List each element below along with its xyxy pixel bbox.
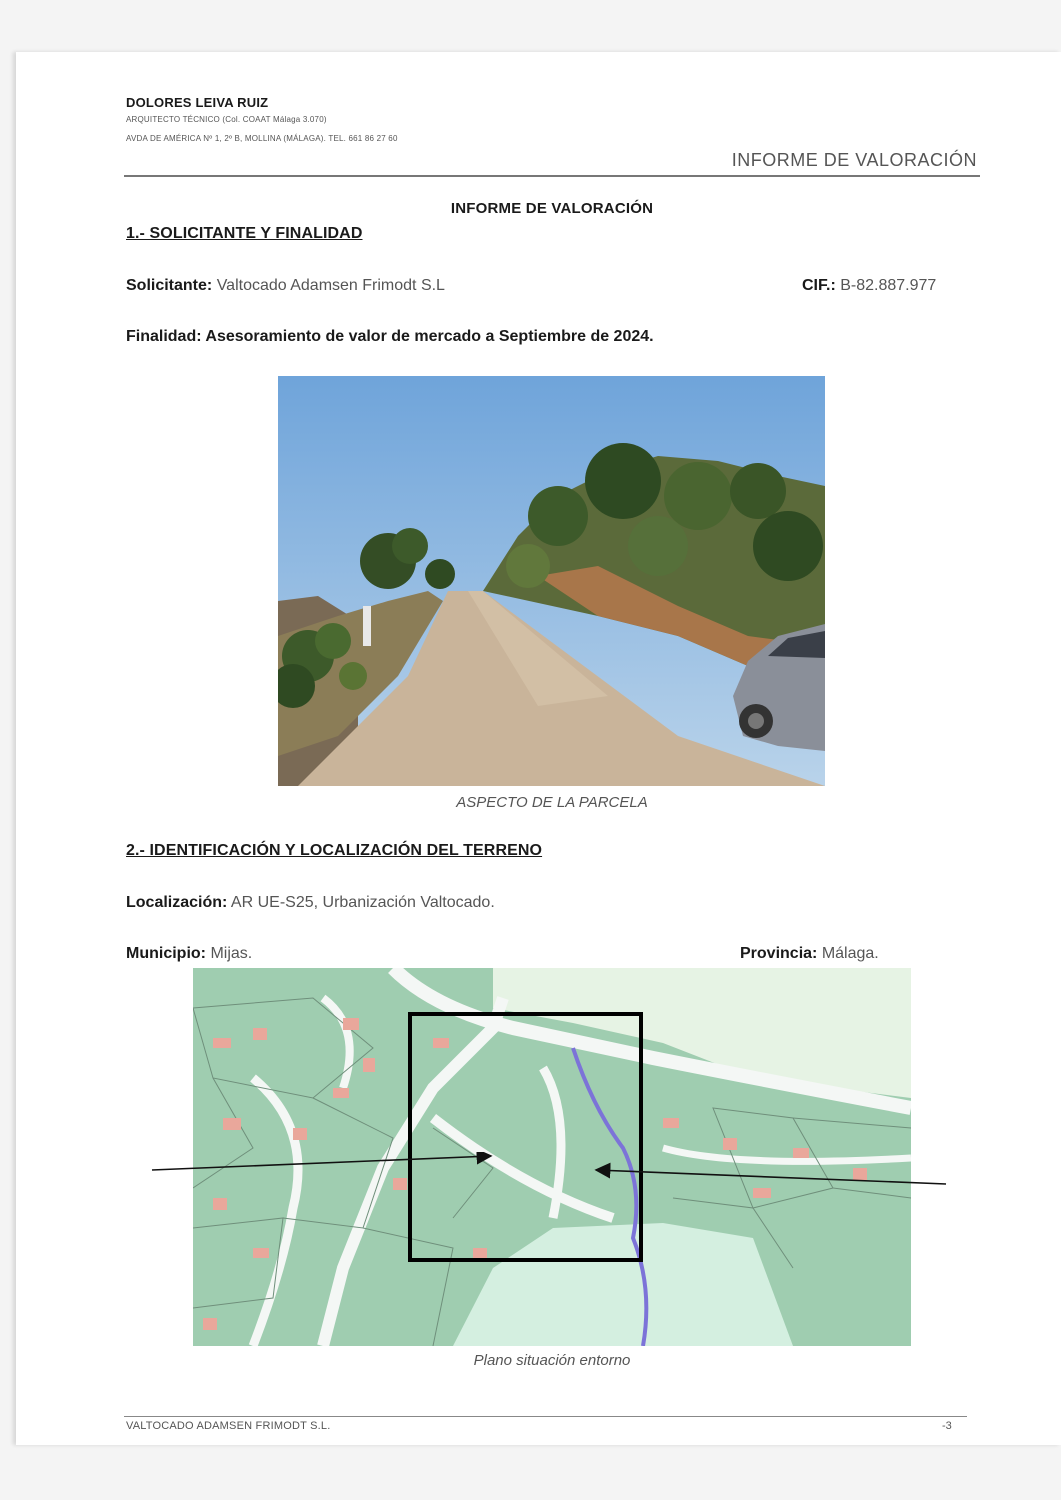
header-report-type: INFORME DE VALORACIÓN <box>731 150 977 170</box>
document-title: INFORME DE VALORACIÓN <box>450 200 654 217</box>
finalidad-text: Finalidad: Asesoramiento de valor de mercado a Septiembre de 2024. <box>126 328 654 345</box>
solicitante-value: Valtocado Adamsen Frimodt S.L <box>216 277 445 294</box>
section-heading-solicitante: 1.- SOLICITANTE Y FINALIDAD <box>126 225 363 242</box>
document-page <box>16 52 1061 1445</box>
photo-caption: ASPECTO DE LA PARCELA <box>456 794 648 811</box>
author-name: DOLORES LEIVA RUIZ <box>126 95 269 110</box>
parcel-photo <box>278 376 825 786</box>
provincia-value: Málaga. <box>821 945 879 962</box>
author-address: AVDA DE AMÉRICA Nº 1, 2º B, MOLLINA (MÁLAGA). TEL. 661 86 27 60 <box>126 134 398 143</box>
page-number: -3 <box>942 1420 952 1432</box>
localizacion-value: AR UE-S25, Urbanización Valtocado. <box>230 894 495 911</box>
footer-company: VALTOCADO ADAMSEN FRIMODT S.L. <box>126 1420 331 1432</box>
municipio-value: Mijas. <box>210 945 253 962</box>
cif-field <box>802 277 936 295</box>
map-caption: Plano situación entorno <box>473 1352 631 1369</box>
cif-label: CIF.: <box>802 277 836 294</box>
solicitante-label: Solicitante: <box>126 277 213 294</box>
map-pointer-arrows <box>146 1152 966 1202</box>
cif-value: B-82.887.977 <box>840 277 937 294</box>
provincia-label: Provincia: <box>740 945 818 962</box>
author-credential: ARQUITECTO TÉCNICO (Col. COAAT Málaga 3.070) <box>126 115 327 124</box>
footer-divider <box>124 1416 967 1417</box>
solicitante-field <box>126 277 445 295</box>
localizacion-label: Localización: <box>126 894 228 911</box>
header-divider <box>124 175 980 177</box>
localizacion-field <box>126 894 495 912</box>
municipio-field <box>126 945 252 963</box>
municipio-label: Municipio: <box>126 945 206 962</box>
section-heading-identificacion: 2.- IDENTIFICACIÓN Y LOCALIZACIÓN DEL TERRENO <box>126 842 543 859</box>
provincia-field <box>740 945 879 963</box>
